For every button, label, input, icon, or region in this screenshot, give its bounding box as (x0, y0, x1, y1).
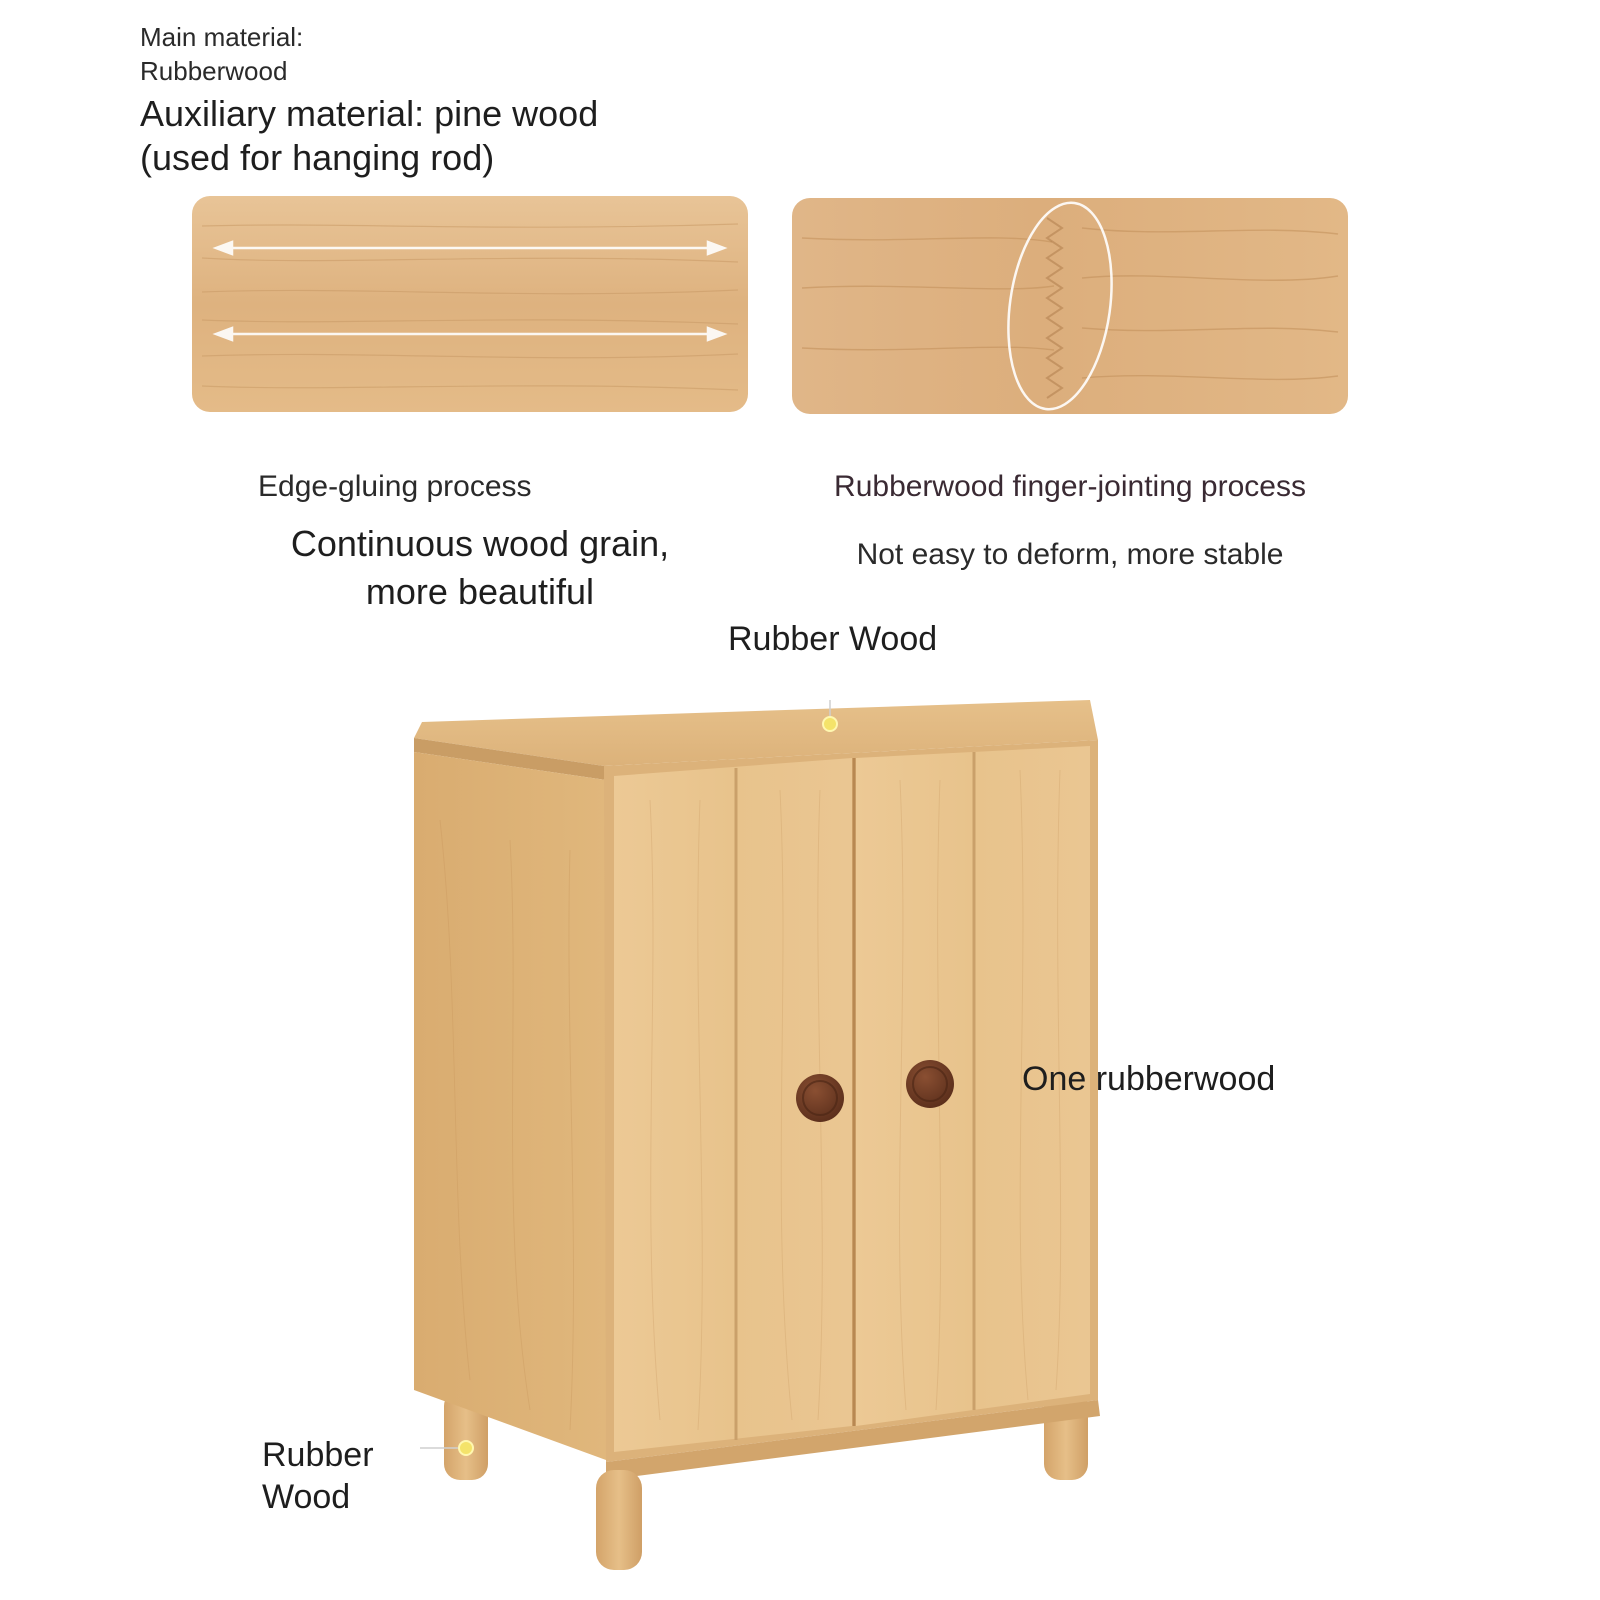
main-material-value: Rubberwood (140, 56, 288, 86)
callout-top-rubber-wood: Rubber Wood (728, 620, 938, 658)
auxiliary-material-line1: Auxiliary material: pine wood (140, 93, 599, 134)
wardrobe-cabinet-image (400, 700, 1140, 1580)
main-material-label: Main material: (140, 22, 304, 52)
auxiliary-material-line2: (used for hanging rod) (140, 137, 495, 178)
finger-jointing-wood-sample-image (792, 198, 1348, 414)
finger-jointing-desc: Not easy to deform, more stable (856, 538, 1284, 571)
edge-gluing-title: Edge-gluing process (258, 470, 532, 503)
callout-leg-line1: Rubber (262, 1436, 374, 1474)
callout-one-rubberwood: One rubberwood (1022, 1060, 1276, 1098)
finger-jointing-title: Rubberwood finger-jointing process (834, 470, 1306, 503)
edge-gluing-desc-line2: more beautiful (365, 571, 595, 612)
edge-gluing-wood-sample-image (192, 196, 748, 412)
edge-gluing-desc-line1: Continuous wood grain, (290, 523, 670, 564)
callout-leg-line2: Wood (262, 1478, 351, 1516)
